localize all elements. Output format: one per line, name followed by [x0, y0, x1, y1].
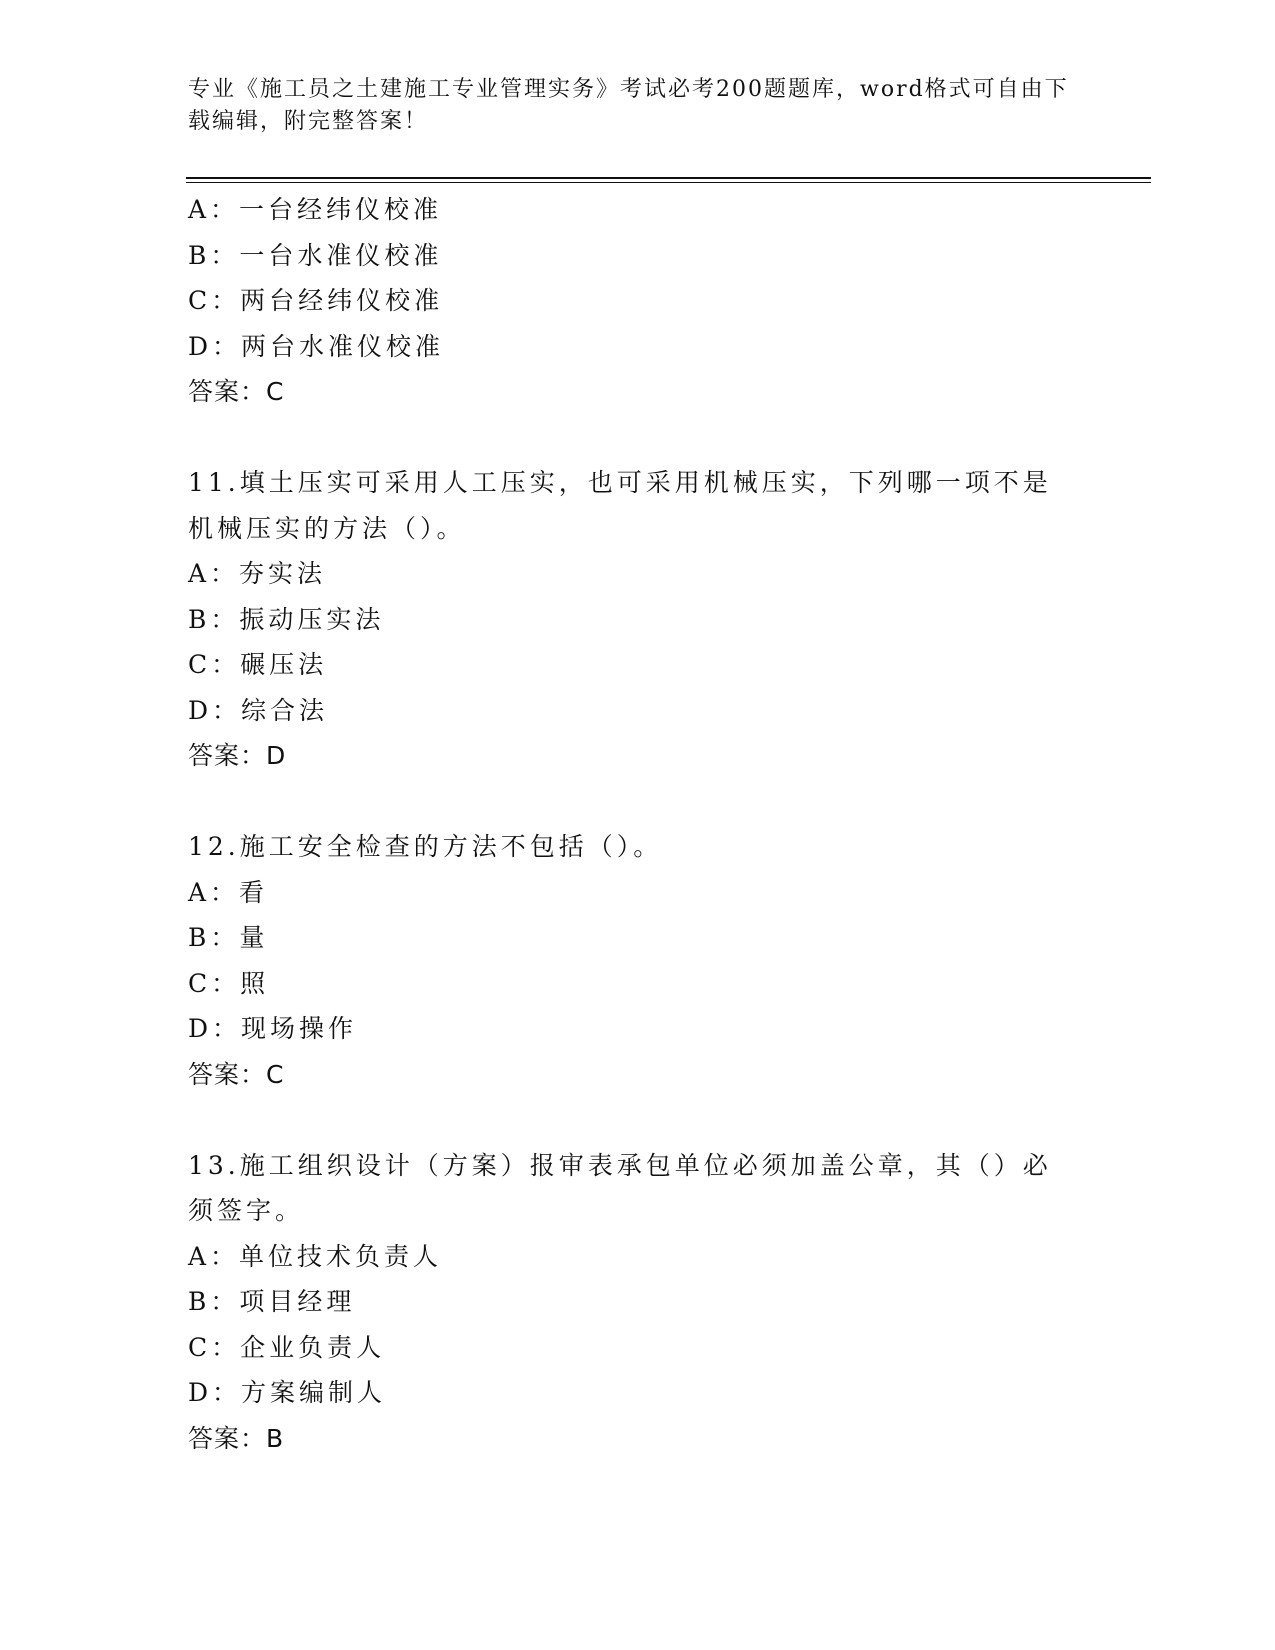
option-b: B：量 — [188, 923, 269, 952]
option-c: C：企业负责人 — [188, 1332, 386, 1362]
question-block-continued — [188, 187, 1088, 415]
question-list — [188, 187, 1088, 1461]
question-block-11 — [188, 460, 1088, 779]
question-block-13 — [188, 1143, 1088, 1462]
answer-line: 答案：D — [188, 741, 287, 770]
answer-line: 答案：C — [188, 377, 285, 406]
option-b: B：项目经理 — [188, 1287, 356, 1316]
question-block-12 — [188, 824, 1088, 1097]
option-c: C：两台经纬仪校准 — [188, 286, 444, 315]
option-b: B：一台水准仪校准 — [188, 240, 443, 270]
option-c: C：碾压法 — [188, 650, 328, 679]
option-d: D：现场操作 — [188, 1014, 358, 1043]
question-stem: 12.施工安全检查的方法不包括（）。 — [188, 832, 663, 861]
document-header: 专业《施工员之土建施工专业管理实务》考试必考200题题库，word格式可自由下载编辑，附完整答案！ — [188, 77, 1069, 134]
option-d: D：两台水准仪校准 — [188, 331, 445, 361]
header-divider-thin — [186, 182, 1151, 183]
option-a: A：看 — [188, 877, 269, 907]
option-b: B：振动压实法 — [188, 604, 385, 634]
option-a: A：一台经纬仪校准 — [188, 195, 443, 224]
option-c: C：照 — [188, 968, 270, 998]
answer-line: 答案：C — [188, 1059, 285, 1089]
question-stem: 13.施工组织设计（方案）报审表承包单位必须加盖公章，其（）必须签字。 — [188, 1150, 1052, 1225]
option-d: D：综合法 — [188, 695, 329, 725]
answer-line: 答案：B — [188, 1423, 285, 1453]
option-a: A：单位技术负责人 — [188, 1241, 443, 1271]
option-a: A：夯实法 — [188, 559, 327, 588]
question-stem: 11.填土压实可采用人工压实，也可采用机械压实，下列哪一项不是机械压实的方法（）。 — [188, 468, 1052, 543]
header-divider — [186, 177, 1151, 179]
option-d: D：方案编制人 — [188, 1378, 387, 1407]
